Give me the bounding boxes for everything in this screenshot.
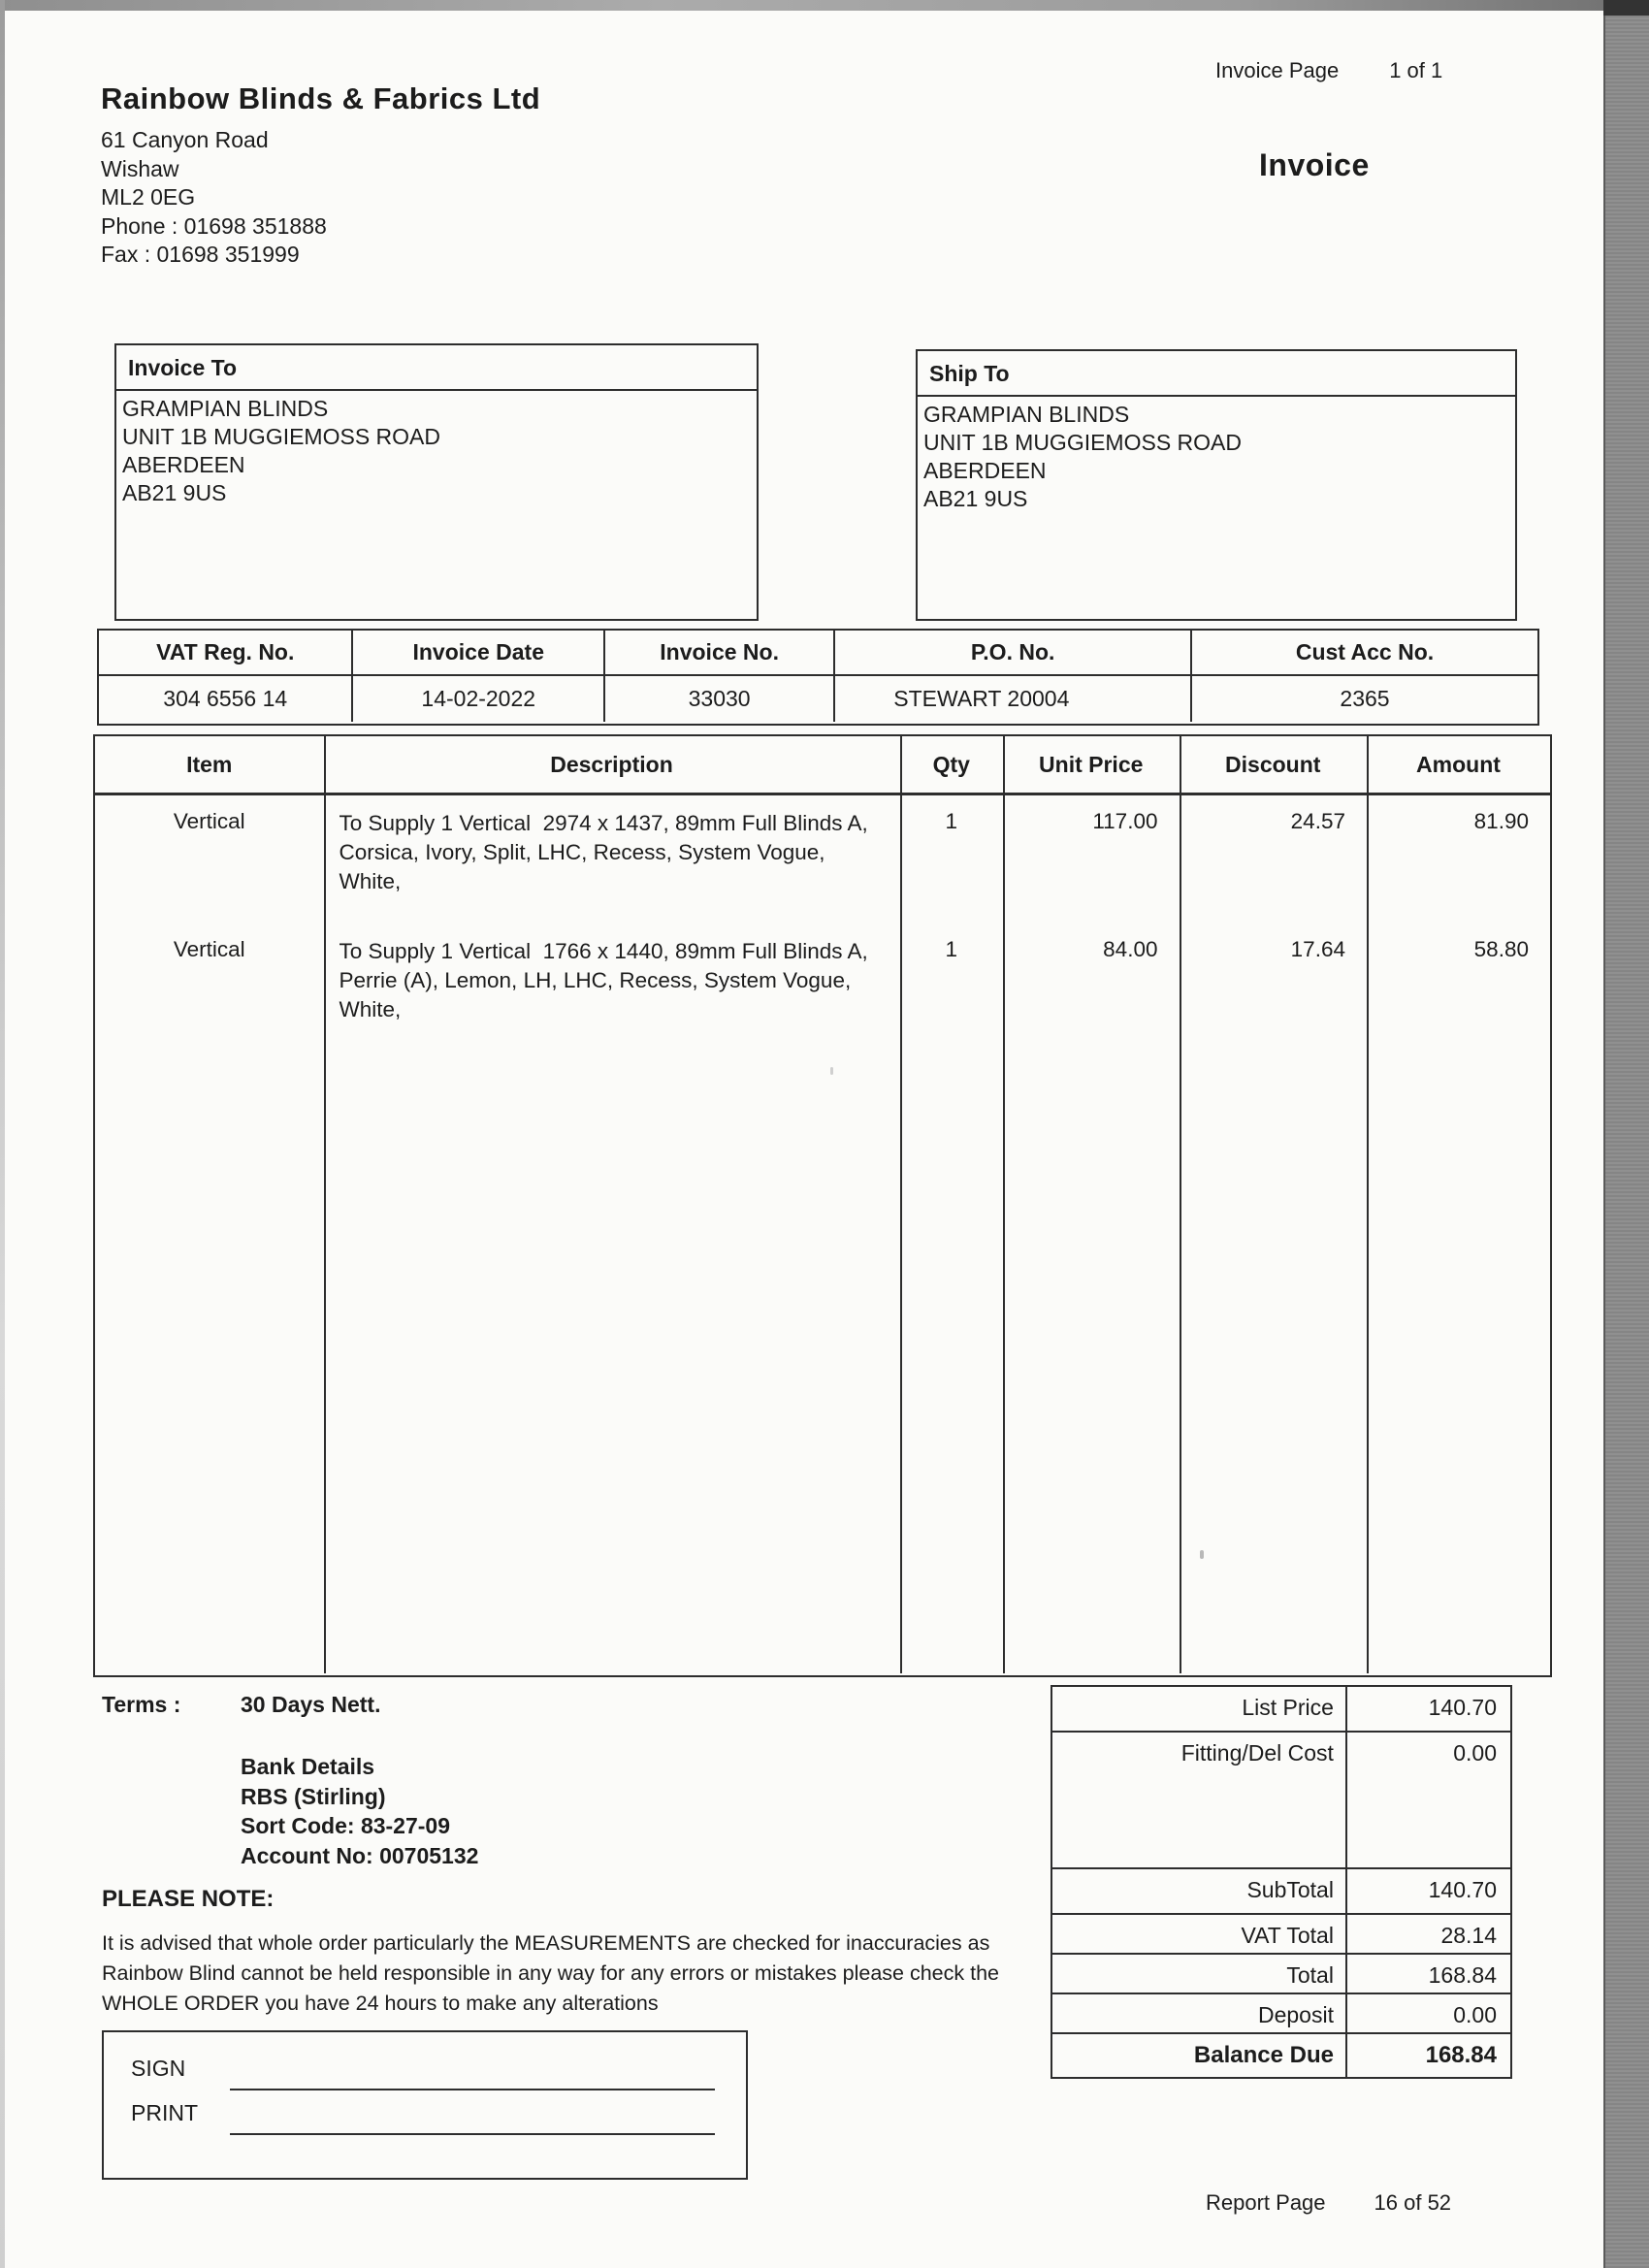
meta-header-date: Invoice Date [353,631,605,676]
sign-line [230,2089,715,2090]
bank-account-no: Account No: 00705132 [241,1842,479,1868]
items-header-unit-price: Unit Price [1039,751,1144,777]
totals-row-list-price [1052,1687,1510,1733]
meta-header-vat: VAT Reg. No. [99,631,353,676]
ship-to-line: GRAMPIAN BLINDS [923,402,1130,427]
item-unit-price: 84.00 [1103,937,1158,961]
bank-name: RBS (Stirling) [241,1783,386,1809]
ship-to-title: Ship To [918,351,1515,397]
totals-label: Deposit [1052,1994,1347,2032]
item-amount: 81.90 [1473,809,1529,833]
totals-label: Total [1052,1955,1347,1993]
totals-value: 168.84 [1428,1962,1497,1988]
print-line [230,2133,715,2135]
item-unit-price: 117.00 [1092,809,1158,833]
totals-label: List Price [1052,1687,1347,1731]
totals-row-fitting [1052,1733,1510,1869]
item-qty: 1 [945,809,957,833]
totals-label: Fitting/Del Cost [1052,1733,1347,1867]
item-description: To Supply 1 Vertical 2974 x 1437, 89mm Full Blinds A, Corsica, Ivory, Split, LHC, Recess, System Vogue, White, [339,811,875,893]
company-address [101,126,327,270]
meta-header-invoice-no: Invoice No. [605,631,835,676]
scanner-edge-right-dark [1603,0,1649,16]
invoice-to-line: AB21 9US [122,480,227,505]
totals-label: VAT Total [1052,1915,1347,1953]
document-title: Invoice [1259,147,1370,182]
ship-to-line: AB21 9US [923,486,1028,511]
invoice-to-line: UNIT 1B MUGGIEMOSS ROAD [122,424,441,449]
ship-to-line: UNIT 1B MUGGIEMOSS ROAD [923,430,1243,455]
totals-label: Balance Due [1052,2034,1347,2077]
items-header-discount: Discount [1225,751,1321,777]
company-address-line: 61 Canyon Road [101,127,269,152]
invoice-to-line: ABERDEEN [122,452,245,477]
items-header-row [95,736,1550,795]
bank-sort-code: Sort Code: 83-27-09 [241,1813,451,1838]
sign-label: SIGN [131,2056,186,2081]
please-note-heading: PLEASE NOTE: [102,1886,275,1912]
signature-box [102,2030,748,2180]
report-page-label: Report Page [1206,2190,1326,2215]
items-header-qty: Qty [932,751,970,777]
meta-value-cust-acc: 2365 [1340,686,1390,711]
totals-value: 140.70 [1428,1877,1497,1902]
report-page-indicator [1206,2190,1451,2216]
please-note-body: It is advised that whole order particularly the MEASUREMENTS are checked for inaccuracies as Rainbow Blind cannot be held responsible in any way for any errors or mistakes please check the WHOLE ORDER you have 24 hours to make any alterations [102,1931,999,2015]
meta-header-po: P.O. No. [835,631,1192,676]
meta-header-cust-acc: Cust Acc No. [1192,631,1537,676]
terms-value: 30 Days Nett. [241,1692,381,1717]
scanner-edge-left [0,0,5,2268]
bank-details [241,1752,478,1870]
totals-label: SubTotal [1052,1869,1347,1913]
totals-row-subtotal [1052,1869,1510,1915]
totals-row-deposit [1052,1994,1510,2034]
item-qty: 1 [945,937,957,961]
meta-value-vat: 304 6556 14 [99,676,353,722]
meta-value-invoice-no: 33030 [605,676,835,722]
company-name: Rainbow Blinds & Fabrics Ltd [101,81,541,115]
item-type: Vertical [173,937,245,961]
ship-to-box [916,349,1517,621]
bank-details-title: Bank Details [241,1754,375,1779]
print-label: PRINT [131,2100,198,2125]
meta-value-date: 14-02-2022 [353,676,605,722]
invoice-page-indicator [1215,58,1442,83]
item-amount: 58.80 [1473,937,1529,961]
totals-row-balance-due [1052,2034,1510,2077]
invoice-to-box [114,343,759,621]
items-header-amount: Amount [1416,751,1501,777]
invoice-to-address [116,391,757,507]
totals-value: 140.70 [1428,1695,1497,1720]
totals-row-total [1052,1955,1510,1994]
company-fax: Fax : 01698 351999 [101,242,300,267]
item-type: Vertical [173,809,245,833]
line-items-table [93,734,1552,1677]
invoice-page-value: 1 of 1 [1389,58,1443,82]
invoice-to-line: GRAMPIAN BLINDS [122,396,329,421]
invoice-to-title: Invoice To [116,345,757,391]
totals-row-vat [1052,1915,1510,1955]
items-header-item: Item [186,751,233,777]
items-header-description: Description [550,751,673,777]
table-row [95,937,1550,1024]
items-body [95,795,1550,1673]
invoice-page-label: Invoice Page [1215,58,1340,82]
totals-box [1051,1685,1512,2079]
item-description: To Supply 1 Vertical 1766 x 1440, 89mm Full Blinds A, Perrie (A), Lemon, LH, LHC, Recess, System Vogue, White, [339,939,875,1021]
ship-to-line: ABERDEEN [923,458,1047,483]
item-discount: 17.64 [1290,937,1345,961]
ship-to-address [918,397,1515,513]
scanner-edge-top [0,0,1649,11]
table-row [95,809,1550,896]
company-address-line: ML2 0EG [101,184,196,210]
totals-value: 28.14 [1440,1923,1497,1948]
invoice-meta-table [97,629,1539,726]
scanner-edge-right [1603,0,1649,2268]
company-phone: Phone : 01698 351888 [101,212,327,239]
terms-label: Terms : [102,1692,181,1717]
report-page-value: 16 of 52 [1374,2190,1452,2215]
company-address-line: Wishaw [101,155,179,181]
totals-value: 168.84 [1425,2042,1497,2068]
item-discount: 24.57 [1290,809,1345,833]
totals-value: 0.00 [1453,1740,1497,1766]
meta-value-po: STEWART 20004 [835,676,1192,722]
totals-value: 0.00 [1453,2002,1497,2027]
